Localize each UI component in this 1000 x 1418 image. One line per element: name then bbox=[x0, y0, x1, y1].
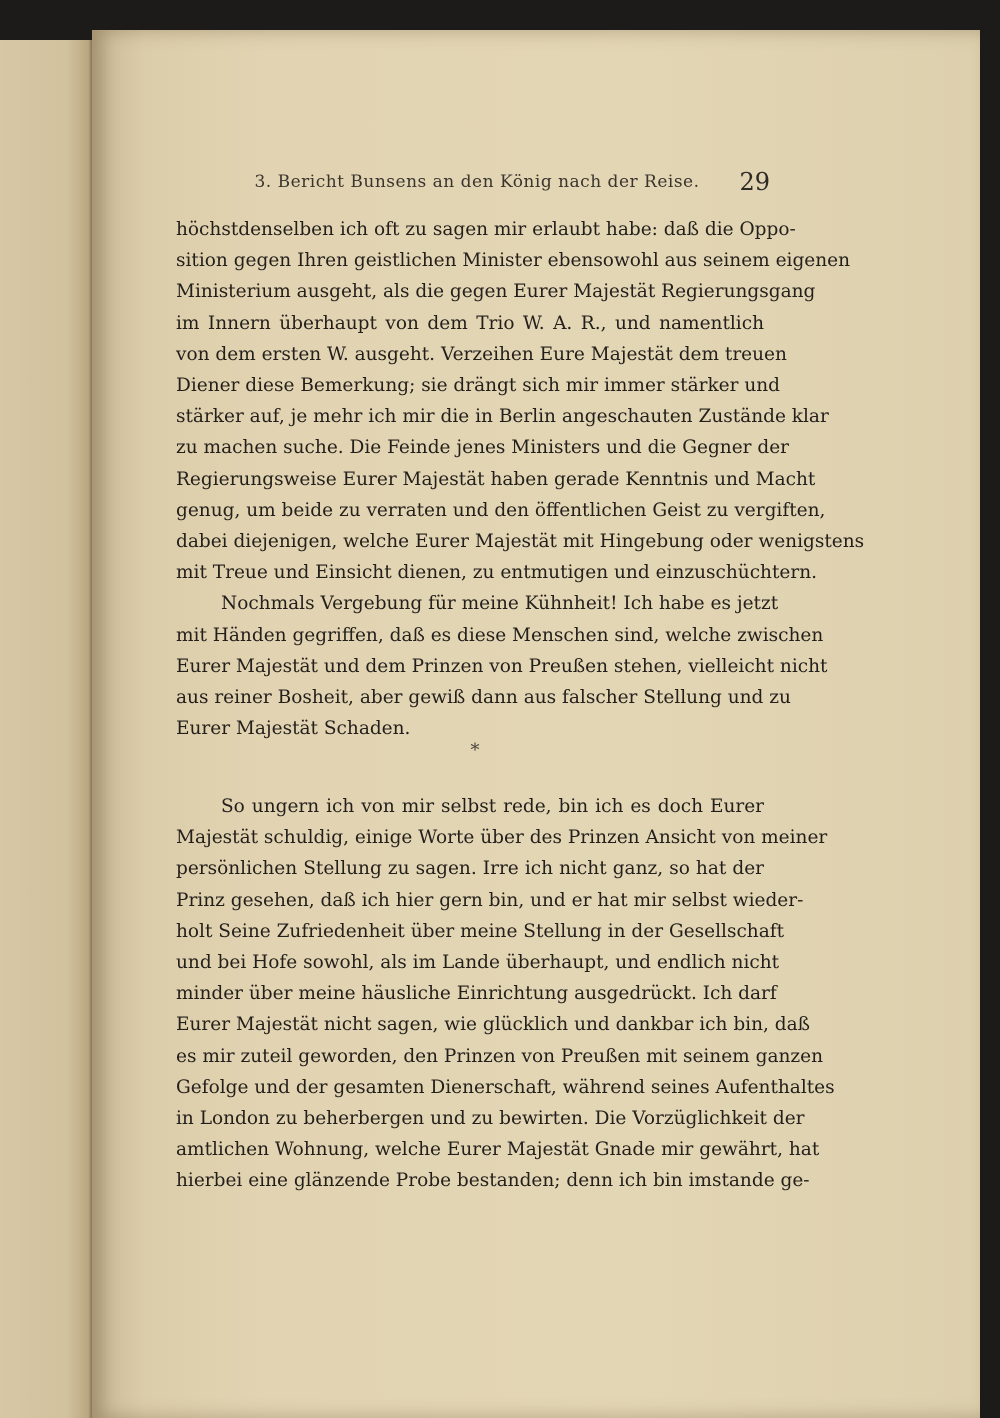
text-line: von dem ersten W. ausgeht. Verzeihen Eure Majestät dem treuen bbox=[176, 343, 787, 365]
text-line: aus reiner Bosheit, aber gewiß dann aus falscher Stellung und zu bbox=[176, 687, 791, 709]
previous-page-edge bbox=[0, 40, 96, 1418]
text-line: sition gegen Ihren geistlichen Minister ebensowohl aus seinem eigenen bbox=[176, 250, 851, 272]
text-line: höchstdenselben ich oft zu sagen mir erlaubt habe: daß die Oppo- bbox=[176, 219, 796, 240]
text-line: persönlichen Stellung zu sagen. Irre ich nicht ganz, so hat der bbox=[176, 858, 764, 880]
paragraph-3 bbox=[176, 791, 835, 1197]
text-line: Gefolge und der gesamten Dienerschaft, während seines Aufenthaltes bbox=[176, 1076, 835, 1098]
text-line: Eurer Majestät Schaden. bbox=[176, 718, 411, 740]
text-line: Ministerium ausgeht, als die gegen Eurer Majestät Regierungsgang bbox=[176, 281, 816, 303]
text-line: amtlichen Wohnung, welche Eurer Majestät Gnade mir gewährt, hat bbox=[176, 1139, 820, 1161]
text-line: Nochmals Vergebung für meine Kühnheit! Ich habe es jetzt bbox=[221, 593, 779, 615]
text-line: mit Treue und Einsicht dienen, zu entmutigen und einzuschüchtern. bbox=[176, 562, 817, 584]
running-head: 3. Bericht Bunsens an den König nach der Reise. bbox=[254, 172, 700, 192]
text-line: stärker auf, je mehr ich mir die in Berlin angeschauten Zustände klar bbox=[176, 406, 829, 428]
section-separator-asterisk: * bbox=[470, 740, 480, 761]
paragraph-2 bbox=[176, 588, 828, 744]
text-line: im Innern überhaupt von dem Trio W. A. R., und namentlich bbox=[176, 312, 764, 334]
text-line: und bei Hofe sowohl, als im Lande überhaupt, und endlich nicht bbox=[176, 952, 780, 974]
text-line: hierbei eine glänzende Probe bestanden; denn ich bin imstande ge- bbox=[176, 1170, 810, 1192]
text-line: in London zu beherbergen und zu bewirten. Die Vorzüglichkeit der bbox=[176, 1108, 805, 1130]
text-line: Regierungsweise Eurer Majestät haben gerade Kenntnis und Macht bbox=[176, 468, 816, 490]
text-line: zu machen suche. Die Feinde jenes Ministers und die Gegner der bbox=[176, 437, 790, 459]
text-line: Prinz gesehen, daß ich hier gern bin, und er hat mir selbst wieder- bbox=[176, 889, 804, 911]
text-line: So ungern ich von mir selbst rede, bin ich es doch Eurer bbox=[221, 796, 764, 817]
text-line: Eurer Majestät und dem Prinzen von Preußen stehen, vielleicht nicht bbox=[176, 655, 828, 677]
text-line: minder über meine häusliche Einrichtung ausgedrückt. Ich darf bbox=[176, 983, 777, 1005]
text-line: Diener diese Bemerkung; sie drängt sich mir immer stärker und bbox=[176, 375, 780, 397]
text-line: holt Seine Zufriedenheit über meine Stellung in der Gesellschaft bbox=[176, 920, 785, 942]
text-block-upper bbox=[176, 214, 865, 744]
text-block-lower bbox=[176, 791, 835, 1197]
paragraph-1 bbox=[176, 214, 865, 588]
page-number: 29 bbox=[739, 168, 770, 196]
text-line: es mir zuteil geworden, den Prinzen von Preußen mit seinem ganzen bbox=[176, 1045, 823, 1067]
text-line: dabei diejenigen, welche Eurer Majestät mit Hingebung oder wenigstens bbox=[176, 531, 865, 553]
text-line: mit Händen gegriffen, daß es diese Menschen sind, welche zwischen bbox=[176, 624, 824, 646]
text-line: Eurer Majestät nicht sagen, wie glücklich und dankbar ich bin, daß bbox=[176, 1014, 810, 1036]
text-line: Majestät schuldig, einige Worte über des Prinzen Ansicht von meiner bbox=[176, 827, 828, 849]
text-line: genug, um beide zu verraten und den öffentlichen Geist zu vergiften, bbox=[176, 499, 826, 521]
